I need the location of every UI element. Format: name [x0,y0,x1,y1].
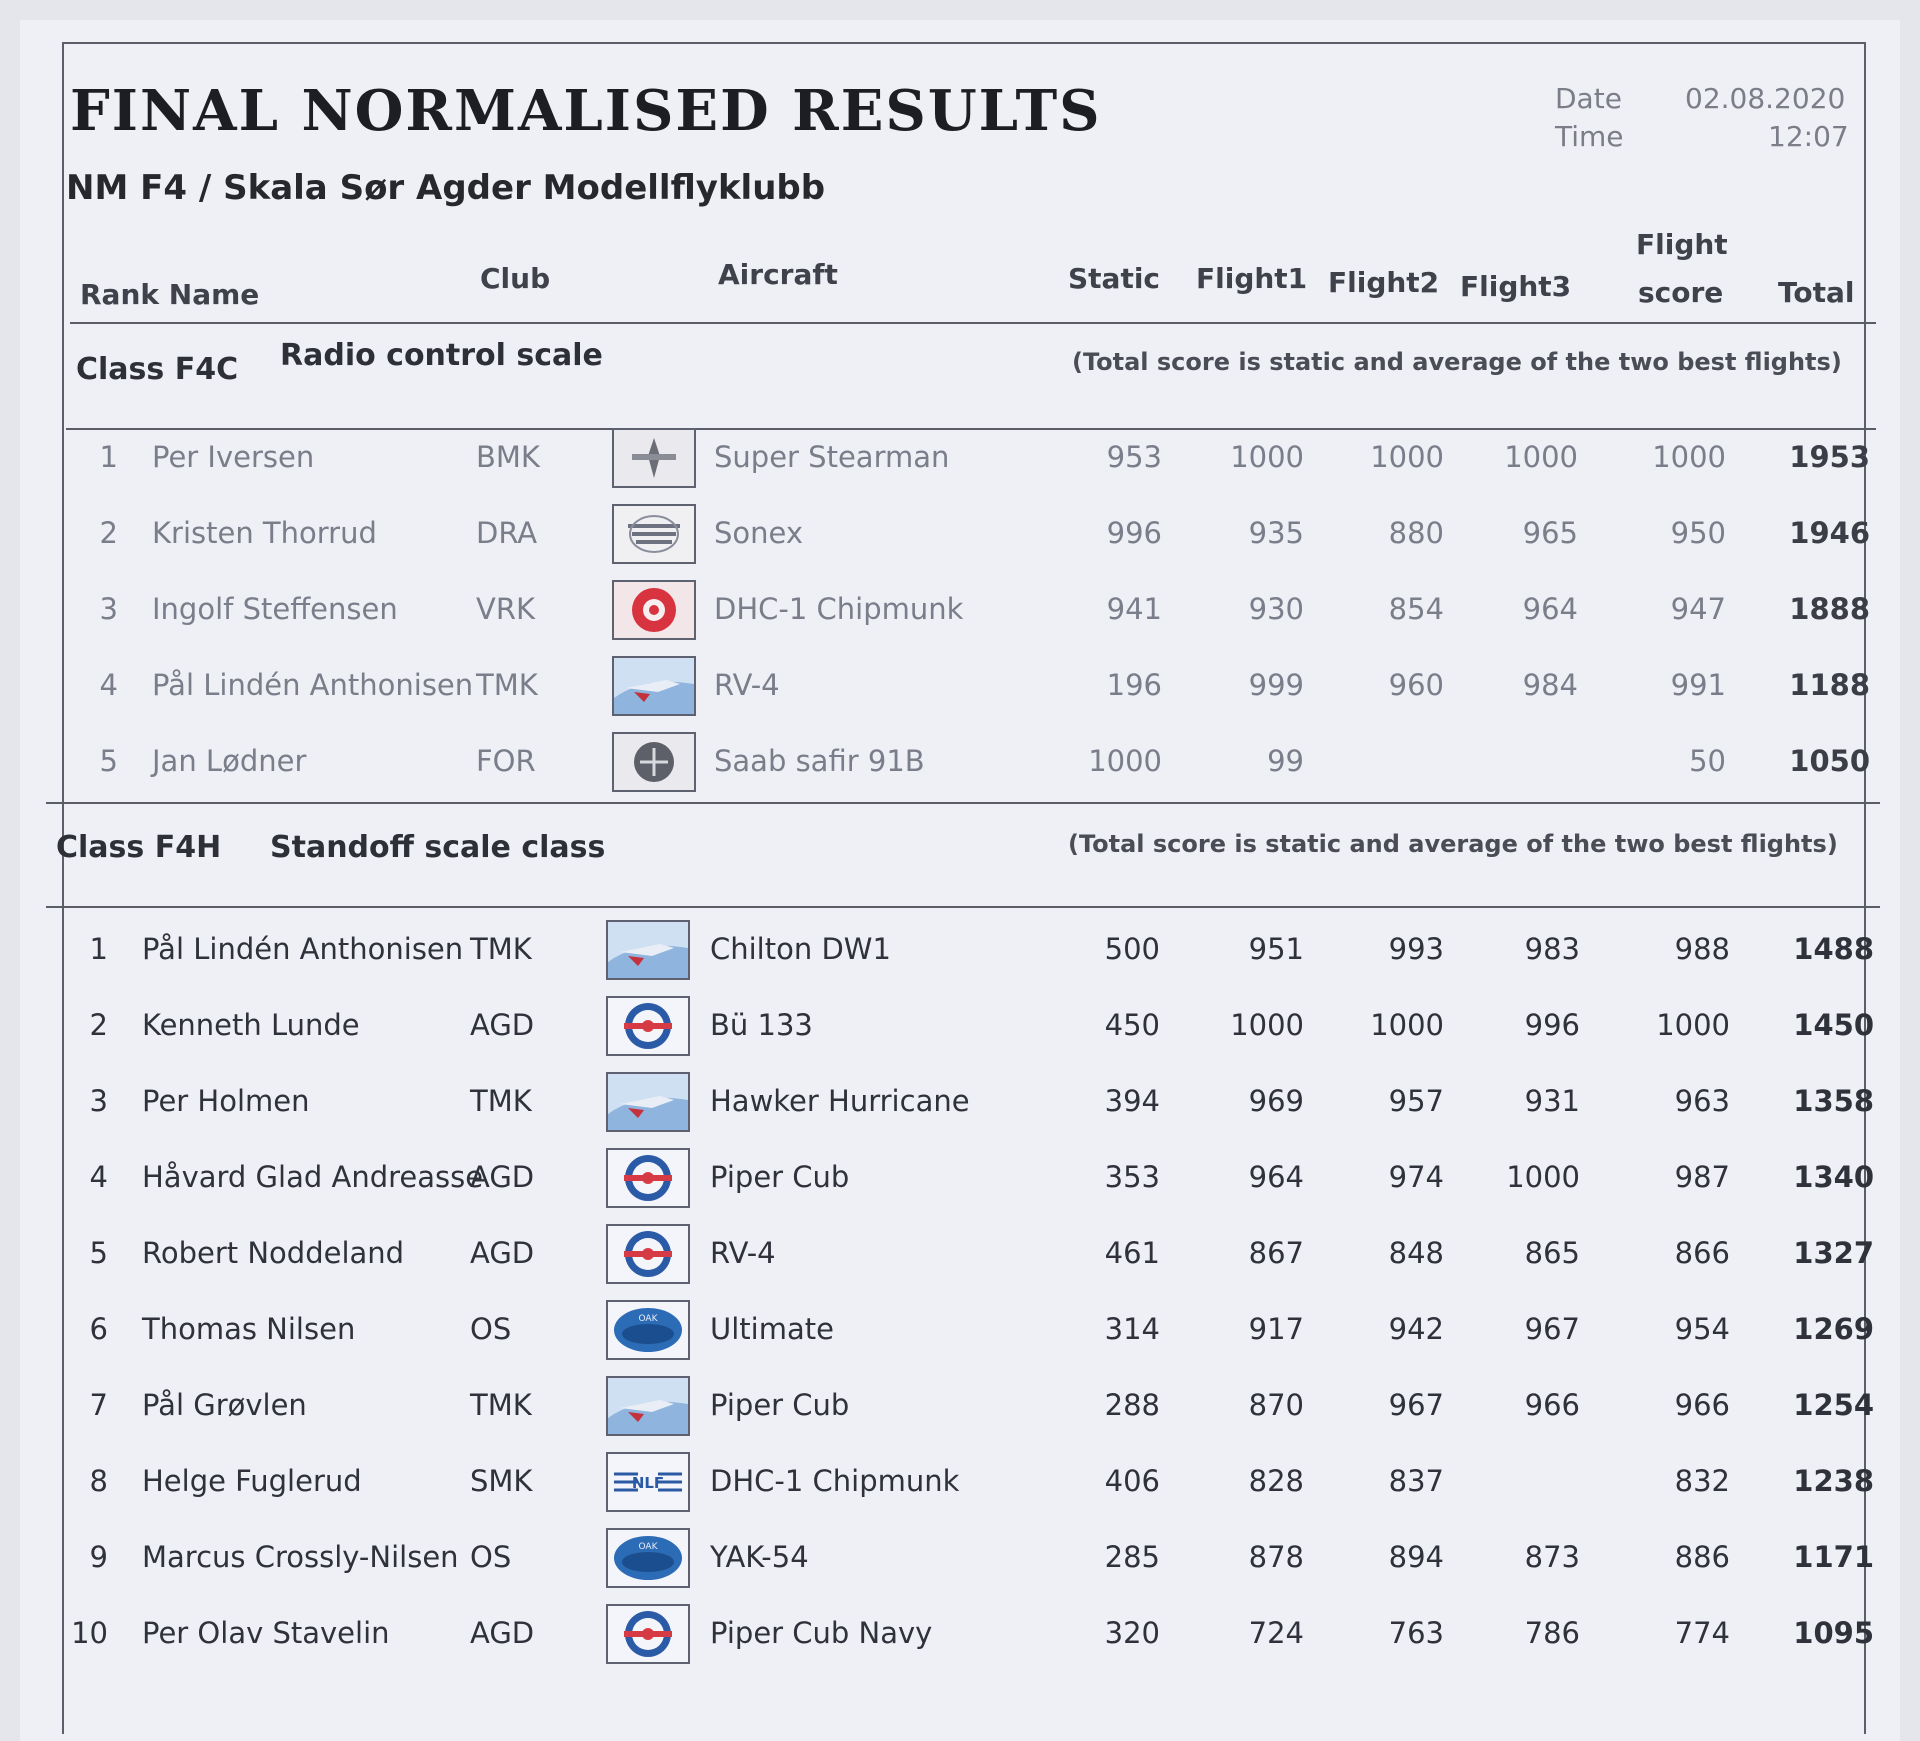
rank-cell: 3 [89,1084,108,1118]
flight3-cell: 1000 [1504,440,1578,474]
total-cell: 1450 [1793,1008,1874,1042]
flight-score-cell: 866 [1674,1236,1730,1270]
flight-score-cell: 886 [1674,1540,1730,1574]
svg-text:OAK: OAK [638,1542,658,1552]
class-f4h-note: (Total score is static and average of the two best flights) [1068,830,1838,858]
class-f4c-name: Radio control scale [280,338,603,373]
flight3-cell: 965 [1522,516,1578,550]
aircraft-cell: Super Stearman [714,440,950,474]
name-cell: Per Olav Stavelin [142,1616,390,1650]
flight1-cell: 935 [1248,516,1304,550]
flight1-cell: 917 [1248,1312,1304,1346]
club-cell: BMK [476,440,540,474]
rank-cell: 2 [99,516,118,550]
total-cell: 1488 [1793,932,1874,966]
total-cell: 1095 [1793,1616,1874,1650]
name-cell: Per Iversen [152,440,315,474]
static-cell: 461 [1104,1236,1160,1270]
flight1-cell: 828 [1248,1464,1304,1498]
flight3-cell: 964 [1522,592,1578,626]
flight3-cell: 931 [1524,1084,1580,1118]
static-cell: 394 [1104,1084,1160,1118]
static-cell: 500 [1104,932,1160,966]
club-logo-tmk [606,1376,690,1436]
table-row [0,1220,1880,1290]
total-cell: 1171 [1793,1540,1874,1574]
rank-cell: 9 [89,1540,108,1574]
flight1-cell: 999 [1248,668,1304,702]
flight2-cell: 993 [1388,932,1444,966]
total-cell: 1953 [1789,440,1870,474]
flight1-cell: 964 [1248,1160,1304,1194]
table-row [0,1524,1880,1594]
club-cell: TMK [470,1084,532,1118]
flight2-cell: 763 [1388,1616,1444,1650]
static-cell: 285 [1104,1540,1160,1574]
name-cell: Kristen Thorrud [152,516,377,550]
static-cell: 450 [1104,1008,1160,1042]
flight2-cell: 1000 [1370,440,1444,474]
static-cell: 353 [1104,1160,1160,1194]
rank-cell: 5 [89,1236,108,1270]
flight-score-cell: 988 [1674,932,1730,966]
flight-score-cell: 774 [1674,1616,1730,1650]
rank-cell: 8 [89,1464,108,1498]
table-row [0,728,1880,798]
flight1-cell: 99 [1267,744,1304,778]
aircraft-cell: Saab safir 91B [714,744,925,778]
flight2-cell: 1000 [1370,1008,1444,1042]
page-title: FINAL NORMALISED RESULTS [70,78,1102,144]
aircraft-cell: DHC-1 Chipmunk [714,592,964,626]
class-f4h-name: Standoff scale class [270,830,606,865]
flight-score-cell: 1000 [1652,440,1726,474]
flight2-cell: 837 [1388,1464,1444,1498]
name-cell: Marcus Crossly-Nilsen [142,1540,459,1574]
rank-cell: 5 [99,744,118,778]
col-header-flight3: Flight3 [1460,270,1572,303]
total-cell: 1269 [1793,1312,1874,1346]
total-cell: 1358 [1793,1084,1874,1118]
flight-score-cell: 966 [1674,1388,1730,1422]
col-header-flight-score-bottom: score [1638,276,1724,309]
static-cell: 320 [1104,1616,1160,1650]
flight1-cell: 724 [1248,1616,1304,1650]
aircraft-cell: Piper Cub [710,1388,850,1422]
name-cell: Per Holmen [142,1084,310,1118]
rank-cell: 7 [89,1388,108,1422]
club-logo-nlf [606,1452,690,1512]
flight2-cell: 967 [1388,1388,1444,1422]
col-header-static: Static [1068,262,1161,295]
table-row [0,424,1880,494]
club-logo-tmk [606,1072,690,1132]
flight-score-cell: 963 [1674,1084,1730,1118]
flight1-cell: 969 [1248,1084,1304,1118]
club-cell: VRK [476,592,536,626]
col-header-flight2: Flight2 [1328,266,1440,299]
flight1-cell: 878 [1248,1540,1304,1574]
table-row [0,576,1880,646]
aircraft-cell: RV-4 [714,668,780,702]
rank-cell: 4 [89,1160,108,1194]
club-logo-vrk [612,580,696,640]
club-cell: AGD [470,1160,535,1194]
club-cell: AGD [470,1616,535,1650]
flight1-cell: 951 [1248,932,1304,966]
col-header-club: Club [480,262,551,295]
club-logo-agd [606,996,690,1056]
name-cell: Pål Grøvlen [142,1388,307,1422]
flight-score-cell: 987 [1674,1160,1730,1194]
header-rule [70,322,1876,324]
club-logo-tmk [612,656,696,716]
flight1-cell: 870 [1248,1388,1304,1422]
date-label: Date [1555,82,1622,115]
flight2-cell: 960 [1388,668,1444,702]
static-cell: 406 [1104,1464,1160,1498]
col-header-flight-score-top: Flight [1636,228,1728,261]
class-divider-rule [46,802,1880,804]
table-row [0,1144,1880,1214]
club-logo-os [606,1300,690,1360]
club-cell: SMK [470,1464,533,1498]
name-cell: Håvard Glad Andreasse [142,1160,484,1194]
static-cell: 196 [1106,668,1162,702]
club-cell: FOR [476,744,536,778]
flight2-cell: 854 [1388,592,1444,626]
flight2-cell: 880 [1388,516,1444,550]
aircraft-cell: Sonex [714,516,804,550]
total-cell: 1340 [1793,1160,1874,1194]
club-logo-agd [606,1604,690,1664]
static-cell: 953 [1106,440,1162,474]
name-cell: Helge Fuglerud [142,1464,362,1498]
aircraft-cell: DHC-1 Chipmunk [710,1464,960,1498]
club-cell: TMK [470,1388,532,1422]
flight2-cell: 942 [1388,1312,1444,1346]
aircraft-cell: Chilton DW1 [710,932,891,966]
flight2-cell: 894 [1388,1540,1444,1574]
table-row [0,916,1880,986]
flight-score-cell: 50 [1689,744,1726,778]
class-f4c-note: (Total score is static and average of the two best flights) [1072,348,1842,376]
club-cell: OS [470,1312,512,1346]
club-cell: TMK [476,668,538,702]
aircraft-cell: Hawker Hurricane [710,1084,970,1118]
aircraft-cell: YAK-54 [710,1540,809,1574]
flight2-cell: 848 [1388,1236,1444,1270]
club-logo-os [606,1528,690,1588]
flight1-cell: 867 [1248,1236,1304,1270]
rank-cell: 3 [99,592,118,626]
static-cell: 314 [1104,1312,1160,1346]
name-cell: Pål Lindén Anthonisen [142,932,464,966]
table-row [0,1068,1880,1138]
name-cell: Robert Noddeland [142,1236,405,1270]
table-row [0,652,1880,722]
total-cell: 1238 [1793,1464,1874,1498]
static-cell: 288 [1104,1388,1160,1422]
static-cell: 1000 [1088,744,1162,778]
class-f4h-code: Class F4H [56,830,222,865]
flight-score-cell: 950 [1670,516,1726,550]
flight-score-cell: 1000 [1656,1008,1730,1042]
table-row [0,1296,1880,1366]
flight3-cell: 873 [1524,1540,1580,1574]
flight1-cell: 1000 [1230,440,1304,474]
time-label: Time [1555,120,1624,153]
club-cell: AGD [470,1236,535,1270]
aircraft-cell: Piper Cub Navy [710,1616,933,1650]
club-logo-tmk [606,920,690,980]
flight3-cell: 1000 [1506,1160,1580,1194]
rank-cell: 6 [89,1312,108,1346]
name-cell: Pål Lindén Anthonisen [152,668,474,702]
flight3-cell: 865 [1524,1236,1580,1270]
name-cell: Jan Lødner [152,744,307,778]
table-row [0,500,1880,570]
total-cell: 1188 [1789,668,1870,702]
rank-cell: 2 [89,1008,108,1042]
static-cell: 941 [1106,592,1162,626]
total-cell: 1254 [1793,1388,1874,1422]
club-logo-agd [606,1224,690,1284]
total-cell: 1050 [1789,744,1870,778]
col-header-flight1: Flight1 [1196,262,1308,295]
total-cell: 1327 [1793,1236,1874,1270]
club-logo-stearman [612,428,696,488]
flight2-cell: 957 [1388,1084,1444,1118]
class-f4c-code: Class F4C [76,352,239,387]
table-row [0,992,1880,1062]
flight3-cell: 996 [1524,1008,1580,1042]
flight-score-cell: 991 [1670,668,1726,702]
aircraft-cell: Piper Cub [710,1160,850,1194]
rank-cell: 10 [71,1616,108,1650]
name-cell: Ingolf Steffensen [152,592,398,626]
table-row [0,1448,1880,1518]
svg-text:NLF: NLF [631,1474,665,1492]
page-subtitle: NM F4 / Skala Sør Agder Modellflyklubb [66,168,826,208]
flight2-cell: 974 [1388,1160,1444,1194]
flight-score-cell: 947 [1670,592,1726,626]
flight1-cell: 1000 [1230,1008,1304,1042]
rank-cell: 4 [99,668,118,702]
name-cell: Kenneth Lunde [142,1008,360,1042]
time-value: 12:07 [1768,120,1849,153]
club-cell: TMK [470,932,532,966]
aircraft-cell: RV-4 [710,1236,776,1270]
total-cell: 1888 [1789,592,1870,626]
club-logo-dra [612,504,696,564]
name-cell: Thomas Nilsen [142,1312,356,1346]
flight-score-cell: 832 [1674,1464,1730,1498]
rank-cell: 1 [99,440,118,474]
flight3-cell: 967 [1524,1312,1580,1346]
svg-text:OAK: OAK [638,1314,658,1324]
static-cell: 996 [1106,516,1162,550]
club-cell: OS [470,1540,512,1574]
flight1-cell: 930 [1248,592,1304,626]
club-logo-agd [606,1148,690,1208]
flight3-cell: 966 [1524,1388,1580,1422]
total-cell: 1946 [1789,516,1870,550]
flight3-cell: 984 [1522,668,1578,702]
club-cell: AGD [470,1008,535,1042]
club-logo-for [612,732,696,792]
col-header-aircraft: Aircraft [718,258,838,291]
flight-score-cell: 954 [1674,1312,1730,1346]
col-header-total: Total [1778,276,1855,309]
class-f4h-rule [46,906,1880,908]
table-row [0,1600,1880,1670]
club-cell: DRA [476,516,538,550]
col-header-rank-name: Rank Name [80,278,260,311]
aircraft-cell: Bü 133 [710,1008,813,1042]
flight3-cell: 983 [1524,932,1580,966]
date-value: 02.08.2020 [1685,82,1846,115]
rank-cell: 1 [89,932,108,966]
table-row [0,1372,1880,1442]
flight3-cell: 786 [1524,1616,1580,1650]
aircraft-cell: Ultimate [710,1312,834,1346]
